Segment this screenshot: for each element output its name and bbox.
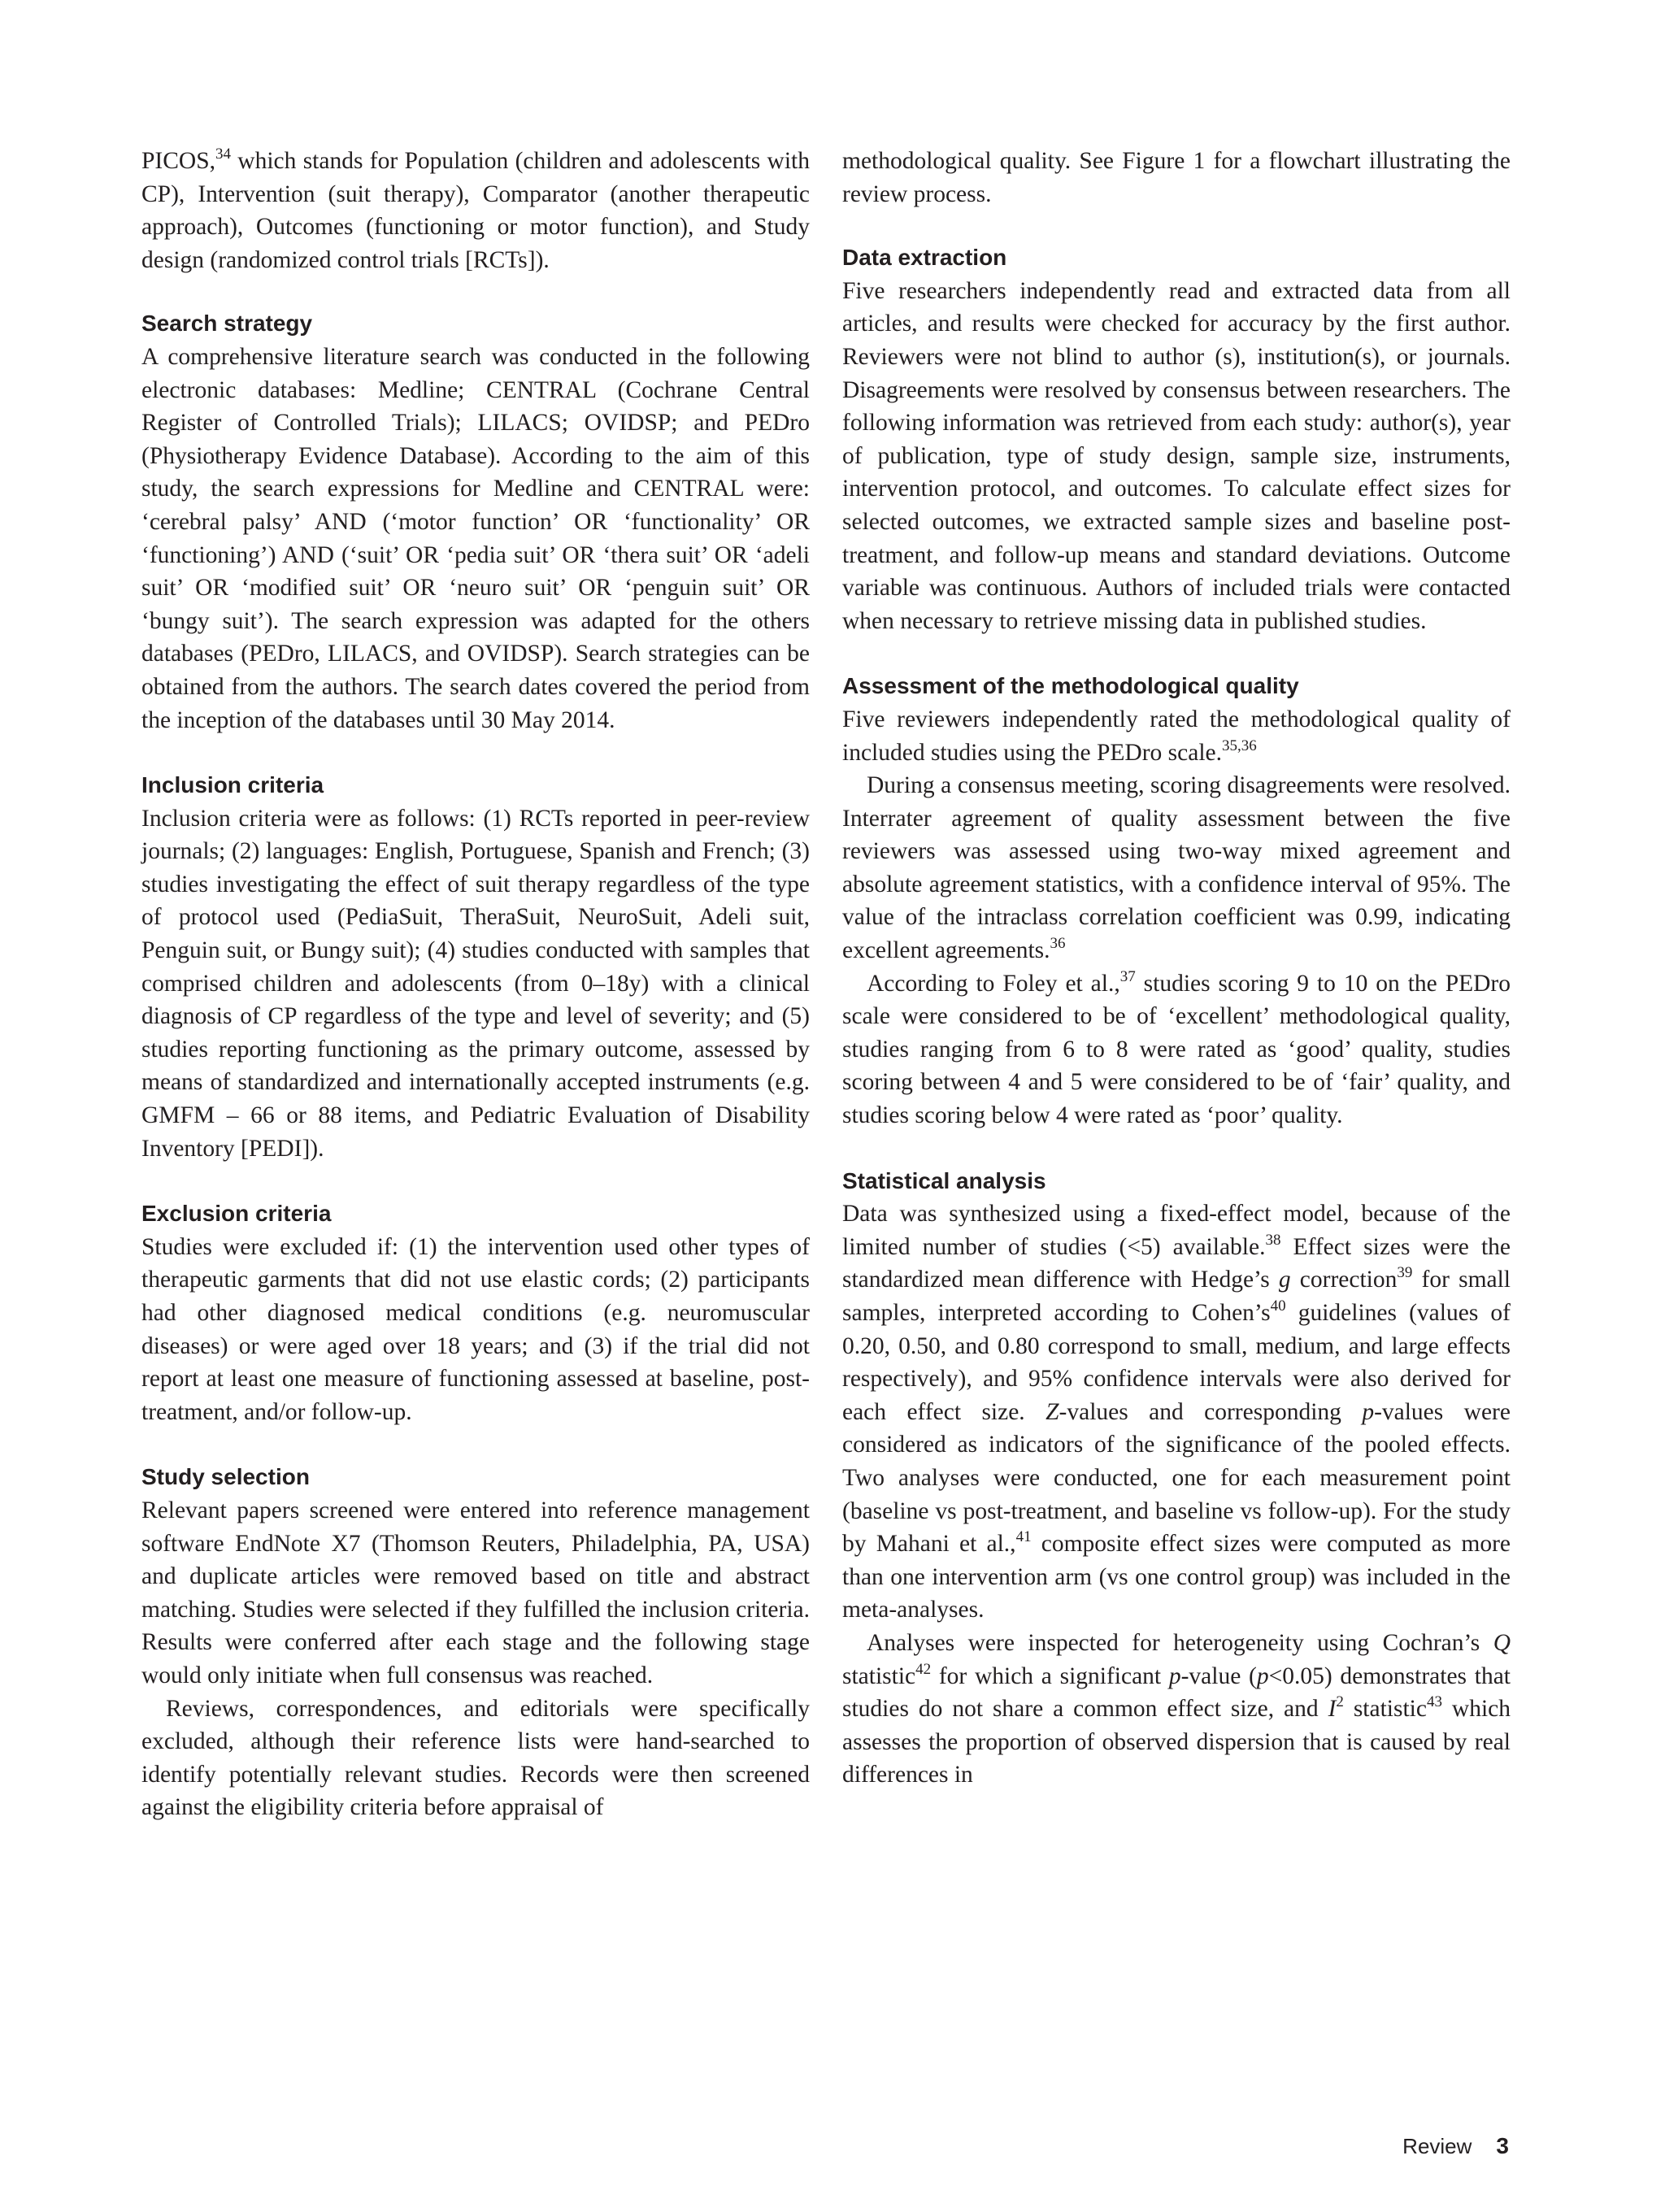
exclusion-criteria-paragraph: Studies were excluded if: (1) the intervention used other types of therapeutic garments that did not use elastic cords; (2) participants had other diagnosed medical conditions (e.g. neuromuscular diseases) or were aged over 18 years; and (3) if the trial did not report at least one measure of functioning assessed at baseline, post-treatment, and/or follow-up. [141, 1233, 810, 1425]
section-heading-exclusion-criteria: Exclusion criteria [141, 1201, 332, 1227]
assessment-text-cont: studies scoring 9 to 10 on the PEDro scale were considered to be of ‘excellent’ methodological quality, studies ranging from 6 to 8 were rated as ‘good’ quality, studies scoring between 4 and 5 were considered to be of ‘fair’ quality, and studies scoring below 4 were rated as ‘poor’ quality. [842, 970, 1511, 1129]
section-heading-methodological-quality: Assessment of the methodological quality [842, 673, 1299, 699]
citation-ref: 39 [1397, 1264, 1413, 1282]
citation-ref: 42 [915, 1660, 932, 1678]
section-heading-statistical-analysis: Statistical analysis [842, 1167, 1046, 1193]
stat-text: Effect sizes were the standardized mean difference with Hedge’s [842, 1233, 1511, 1293]
citation-ref: 43 [1426, 1693, 1442, 1711]
stat-text: statistic [842, 1662, 916, 1689]
citation-ref: 38 [1265, 1231, 1281, 1249]
stat-text: -values and corresponding [1059, 1398, 1363, 1425]
data-extraction-paragraph: Five researchers independently read and extracted data from all articles, and results were checked for accuracy by the first author. Reviewers were not blind to author (s), institution(s), or journals. Disagreements were resolved by consensus between researchers. The following information was retrieved from each study: author(s), year of publication, type of study design, sample size, instruments, intervention protocol, and outcomes. To calculate effect sizes for selected outcomes, we extracted sample sizes and baseline post-treatment, and follow-up means and standard deviations. Outcome variable was continuous. Authors of included trials were contacted when necessary to retrieve missing data in published studies. [842, 277, 1511, 634]
stat-text: guidelines (values of 0.20, 0.50, and 0.80 correspond to small, medium, and large effects respectively), and 95% confidence intervals were also derived for each effect size. [842, 1300, 1511, 1425]
stat-text: -values were considered as indicators of the significance of the pooled effects. Two analyses were conducted, one for each measurement point (baseline vs post-treatment, and baseline vs follow-up). For the study by Mahani et al., [842, 1398, 1511, 1558]
section-heading-inclusion-criteria: Inclusion criteria [141, 772, 324, 798]
section-heading-search-strategy: Search strategy [141, 311, 313, 337]
running-footer-label: Review [1402, 2134, 1472, 2158]
stat-text: correction [1290, 1267, 1398, 1293]
intro-text: PICOS, [141, 148, 215, 174]
assessment-text: Five reviewers independently rated the methodological quality of included studies using the PEDro scale. [842, 706, 1511, 766]
page-footer [1402, 2133, 1509, 2159]
citation-ref: 36 [1050, 935, 1066, 953]
italic-symbol: p [1168, 1662, 1181, 1689]
assessment-paragraph-2 [842, 769, 1511, 967]
stat-text: <0.05) demonstrates that studies do not share a common effect size, and [842, 1662, 1511, 1723]
citation-ref: 35,36 [1222, 737, 1257, 754]
statistical-paragraph-2 [842, 1627, 1511, 1792]
section-heading-data-extraction: Data extraction [842, 245, 1007, 271]
stat-text: for which a significant [931, 1662, 1169, 1689]
citation-ref: 37 [1119, 967, 1136, 985]
stat-text: which assesses the proportion of observed dispersion that is caused by real differences in [842, 1696, 1511, 1788]
italic-symbol: Q [1493, 1629, 1511, 1656]
stat-text: -value ( [1180, 1662, 1257, 1689]
stat-text: composite effect sizes were computed as more than one intervention arm (vs one control group) was included in the meta-analyses. [842, 1531, 1511, 1623]
statistical-paragraph-1 [842, 1197, 1511, 1627]
stat-text: Data was synthesized using a fixed-effect model, because of the limited number of studies (<5) available. [842, 1201, 1511, 1260]
study-selection-paragraph: Relevant papers screened were entered into reference management software EndNote X7 (Thomson Reuters, Philadelphia, PA, USA) and duplicate articles were removed based on title and abstract matching. Studies were selected if they fulfilled the inclusion criteria. Results were conferred after each stage and the following stage would only initiate when full consensus was reached. [141, 1497, 810, 1688]
citation-ref: 41 [1015, 1528, 1032, 1546]
inclusion-criteria-paragraph: Inclusion criteria were as follows: (1) RCTs reported in peer-review journals; (2) languages: English, Portuguese, Spanish and French; (3) studies investigating the effect of suit therapy regardless of the type of protocol used (PediaSuit, TheraSuit, NeuroSuit, Adeli suit, Penguin suit, or Bungy suit); (4) studies conducted with samples that comprised children and adolescents (from 0–18y) with a clinical diagnosis of CP regardless of the type and level of severity; and (5) studies reporting functioning as the primary outcome, assessed by means of standardized and internationally accepted instruments (e.g. GMFM – 66 or 88 items, and Pediatric Evaluation of Disability Inventory [PEDI]). [141, 805, 810, 1162]
citation-ref: 34 [215, 146, 231, 163]
intro-text-cont: which stands for Population (children and adolescents with CP), Intervention (suit therapy), Comparator (another therapeutic approach), Outcomes (functioning or motor function), and Study design (randomized control trials [RCTs]). [141, 148, 810, 273]
italic-symbol: p [1256, 1662, 1269, 1689]
page-number: 3 [1496, 2133, 1509, 2158]
continuation-paragraph: methodological quality. See Figure 1 for a flowchart illustrating the review process. [842, 148, 1511, 207]
italic-symbol: p [1362, 1398, 1375, 1425]
search-strategy-paragraph: A comprehensive literature search was conducted in the following electronic databases: Medline; CENTRAL (Cochrane Central Register of Controlled Trials); LILACS; OVIDSP; and PEDro (Physiotherapy Evidence Database). According to the aim of this study, the search expressions for Medline and CENTRAL were: ‘cerebral palsy’ AND (‘motor function’ OR ‘functionality’ OR ‘functioning’) AND (‘suit’ OR ‘pedia suit’ OR ‘thera suit’ OR ‘adeli suit’ OR ‘modified suit’ OR ‘neuro suit’ OR ‘penguin suit’ OR ‘bungy suit’). The search expression was adapted for the others databases (PEDro, LILACS, and OVIDSP). Search strategies can be obtained from the authors. The search dates covered the period from the inception of the databases until 30 May 2014. [141, 343, 810, 733]
italic-symbol: Z [1046, 1398, 1059, 1425]
stat-text: for small samples, interpreted according to Cohen’s [842, 1267, 1511, 1326]
italic-symbol: g [1278, 1267, 1291, 1293]
assessment-text: During a consensus meeting, scoring disagreements were resolved. Interrater agreement of quality assessment between the five reviewers was assessed using two-way mixed agreement and absolute agreement statistics, with a confidence interval of 95%. The value of the intraclass correlation coefficient was 0.99, indicating excellent agreements. [842, 772, 1511, 964]
stat-text: statistic [1343, 1696, 1427, 1723]
assessment-paragraph-1 [842, 703, 1511, 769]
citation-ref: 40 [1270, 1297, 1286, 1315]
right-column [842, 145, 1511, 1792]
assessment-text: According to Foley et al., [867, 970, 1120, 997]
italic-symbol: I [1328, 1696, 1337, 1723]
stat-text: Analyses were inspected for heterogeneity using Cochran’s [867, 1629, 1493, 1656]
section-heading-study-selection: Study selection [141, 1464, 310, 1490]
left-column [141, 145, 810, 1824]
intro-paragraph [141, 145, 810, 276]
study-selection-paragraph-2: Reviews, correspondences, and editorials were specifically excluded, although their reference lists were hand-searched to identify potentially relevant studies. Records were then screened against the eligibility criteria before appraisal of [141, 1695, 810, 1821]
assessment-paragraph-3 [842, 967, 1511, 1132]
superscript: 2 [1336, 1693, 1344, 1711]
